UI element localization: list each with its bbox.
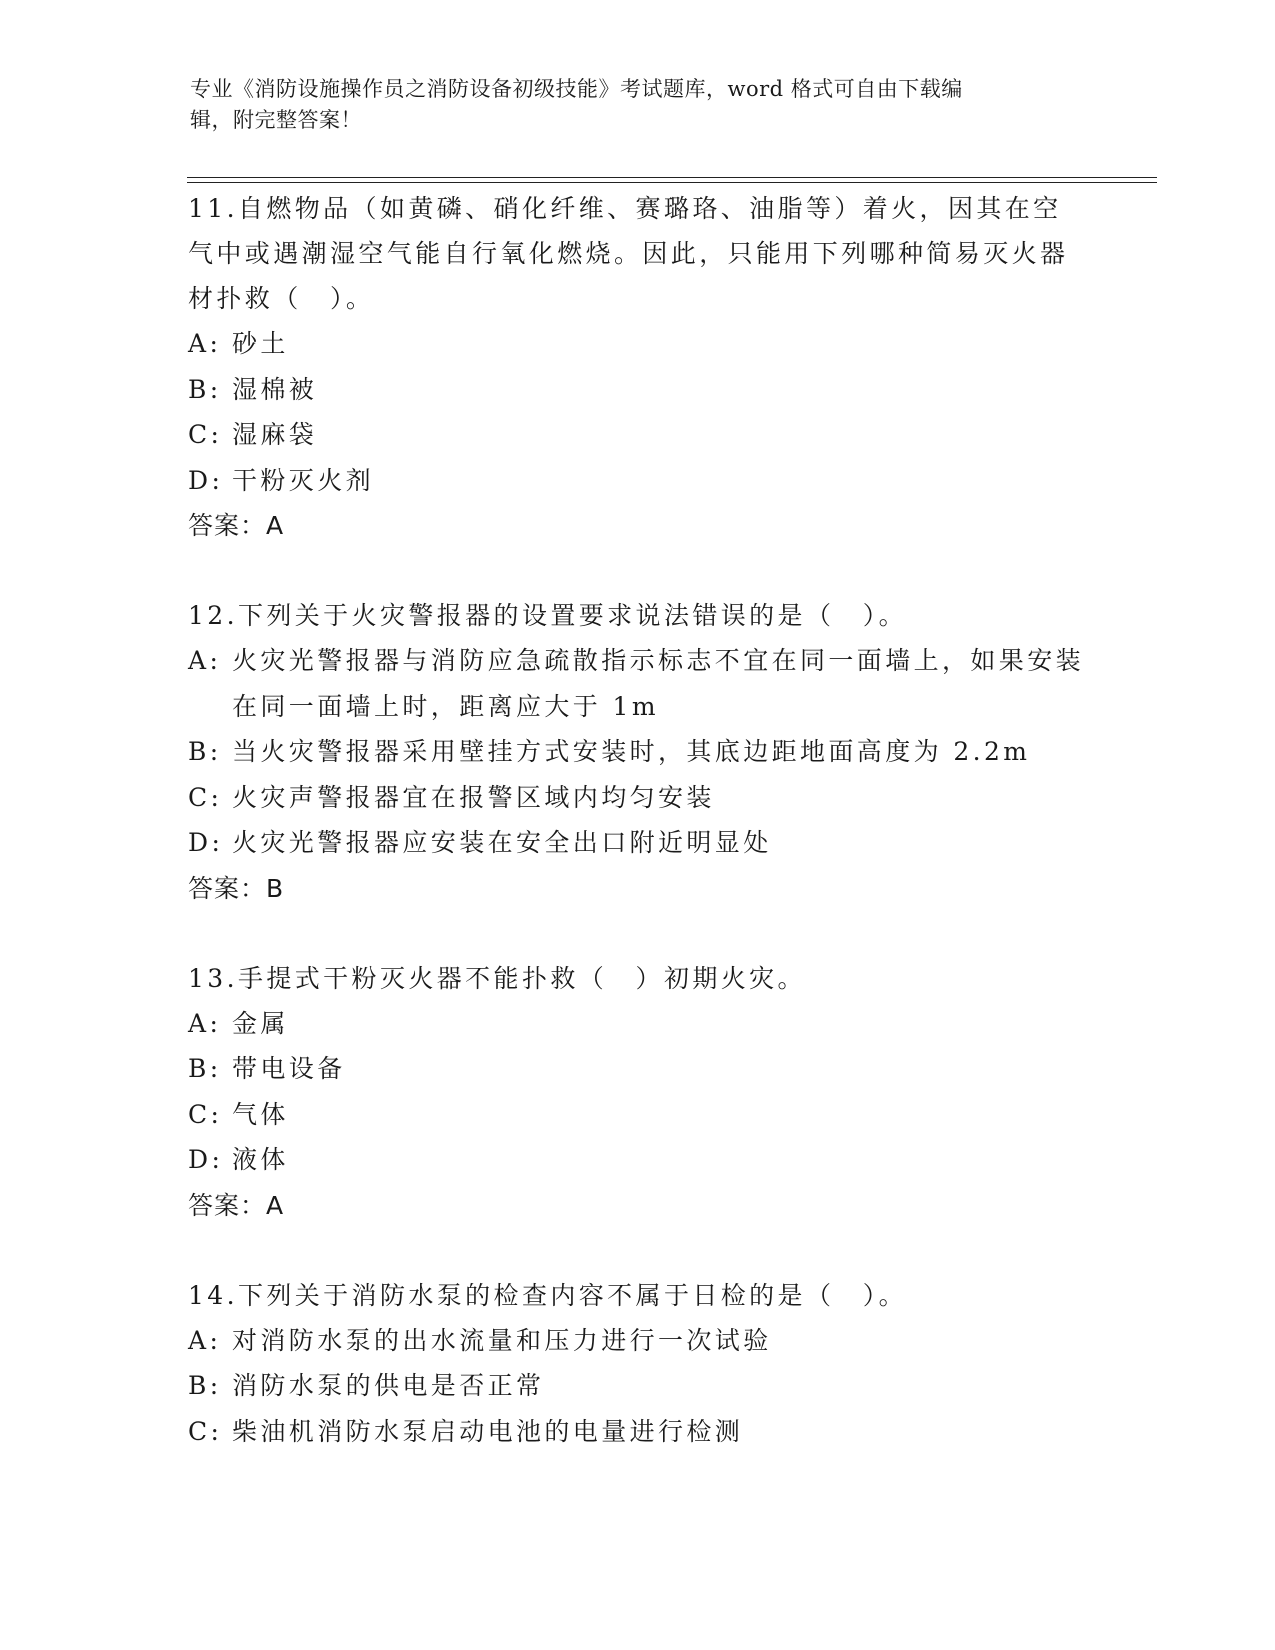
- answer-label: 答案：A: [188, 1190, 285, 1220]
- question-list: [188, 186, 1088, 1499]
- question-11: [188, 186, 1088, 548]
- option-key: C:: [188, 420, 223, 449]
- document-header: [190, 74, 1090, 136]
- option-key: D:: [188, 465, 224, 495]
- option-d: [188, 1137, 1088, 1183]
- option-key: A:: [188, 646, 222, 675]
- option-c: [188, 775, 1088, 821]
- option-d: [188, 458, 1088, 504]
- header-line-2: 辑，附完整答案！: [190, 108, 362, 132]
- option-key: B:: [188, 1371, 222, 1400]
- option-key: C:: [188, 782, 223, 812]
- option-key: B:: [188, 737, 222, 766]
- option-text: 气体: [232, 1099, 289, 1129]
- option-text: 金属: [232, 1008, 289, 1038]
- option-text: 对消防水泵的出水流量和压力进行一次试验: [232, 1325, 772, 1355]
- option-b: [188, 729, 1088, 775]
- option-a: [188, 321, 1088, 367]
- option-key: B:: [188, 1054, 222, 1083]
- option-key: D:: [188, 828, 224, 857]
- question-13: [188, 956, 1088, 1228]
- option-text: 柴油机消防水泵启动电池的电量进行检测: [232, 1416, 744, 1446]
- option-a: [188, 1001, 1088, 1047]
- option-a: [188, 638, 1088, 729]
- option-key: A:: [188, 329, 222, 358]
- option-text: 消防水泵的供电是否正常: [232, 1371, 545, 1400]
- option-b: [188, 367, 1088, 413]
- option-text: 干粉灭火剂: [232, 465, 375, 495]
- option-text: 当火灾警报器采用壁挂方式安装时，其底边距地面高度为 2.2m: [232, 737, 1031, 766]
- question-14: [188, 1273, 1088, 1455]
- option-text: 湿棉被: [232, 374, 318, 404]
- header-line-1: 专业《消防设施操作员之消防设备初级技能》考试题库，word 格式可自由下载编: [190, 77, 963, 101]
- option-text: 湿麻袋: [232, 420, 318, 449]
- option-b: [188, 1363, 1088, 1409]
- answer-label: 答案：A: [188, 511, 285, 540]
- option-text: 液体: [232, 1145, 289, 1174]
- option-d: [188, 820, 1088, 866]
- question-stem: 13.手提式干粉灭火器不能扑救（ ）初期火灾。: [188, 963, 806, 993]
- question-stem: 14.下列关于消防水泵的检查内容不属于日检的是（ ）。: [188, 1280, 908, 1310]
- option-a: [188, 1318, 1088, 1364]
- option-key: C:: [188, 1099, 223, 1129]
- option-text: 火灾声警报器宜在报警区域内均匀安装: [232, 782, 715, 812]
- question-12: [188, 593, 1088, 911]
- option-b: [188, 1046, 1088, 1092]
- option-key: B:: [188, 374, 222, 404]
- option-c: [188, 1409, 1088, 1455]
- question-stem: 11.自燃物品（如黄磷、硝化纤维、赛璐珞、油脂等）着火，因其在空气中或遇潮湿空气能自行氧化燃烧。因此，只能用下列哪种简易灭火器材扑救（ ）。: [188, 194, 1069, 313]
- option-key: C:: [188, 1416, 223, 1446]
- option-c: [188, 1092, 1088, 1138]
- question-stem: 12.下列关于火灾警报器的设置要求说法错误的是（ ）。: [188, 601, 908, 630]
- option-c: [188, 412, 1088, 458]
- option-key: D:: [188, 1145, 224, 1174]
- option-key: A:: [188, 1325, 222, 1355]
- option-text: 火灾光警报器应安装在安全出口附近明显处: [232, 828, 772, 857]
- option-text: 砂土: [232, 329, 289, 358]
- header-double-rule: [187, 177, 1157, 183]
- option-key: A:: [188, 1008, 222, 1038]
- option-text: 带电设备: [232, 1054, 346, 1083]
- answer-label: 答案：B: [188, 873, 285, 903]
- option-text: 火灾光警报器与消防应急疏散指示标志不宜在同一面墙上，如果安装在同一面墙上时，距离应大于 1m: [232, 646, 1085, 721]
